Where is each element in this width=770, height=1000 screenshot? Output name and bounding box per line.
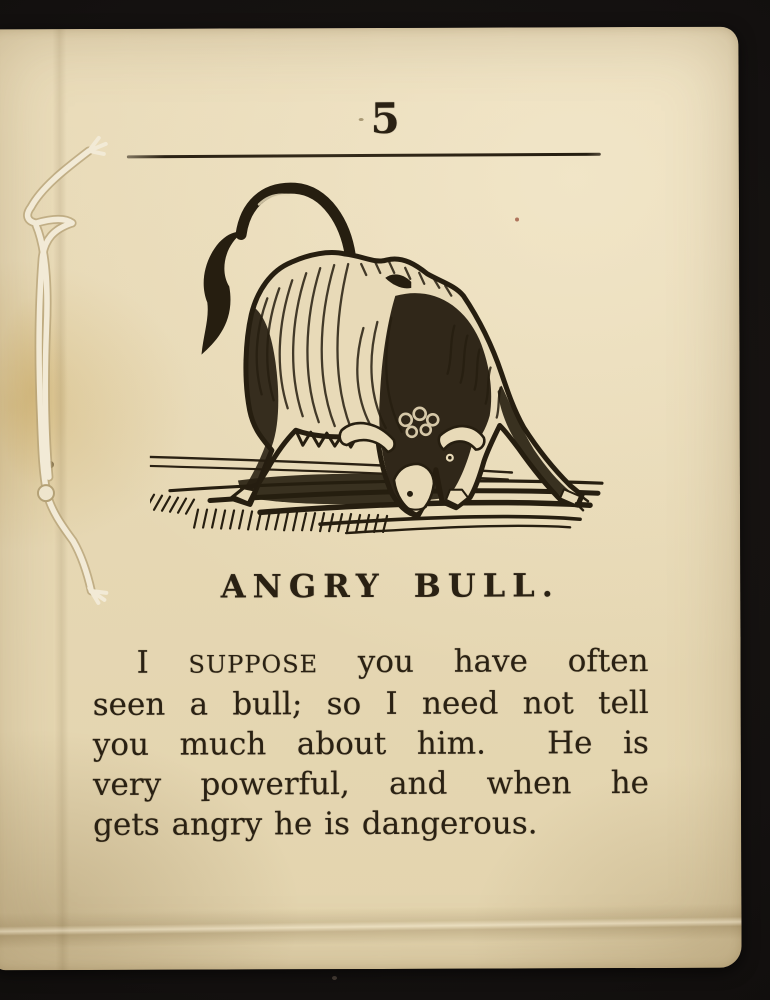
text-line1-rest: you have often (357, 643, 649, 681)
text-line (93, 641, 649, 685)
paper-speck (359, 118, 364, 121)
paper-crease (0, 903, 742, 949)
text-line1-smallcaps: SUPPOSE (188, 650, 319, 679)
background-speck (332, 976, 337, 980)
angry-bull-illustration (149, 177, 616, 539)
page-number: 5 (370, 93, 401, 143)
story-paragraph (93, 641, 650, 845)
header-rule (127, 153, 601, 159)
text-line: seen a bull; so I need not tell (92, 685, 649, 723)
text-line1-lead: I (136, 644, 149, 681)
binding-thread (9, 127, 113, 613)
book-page (0, 27, 742, 971)
text-line: you much about him. He is (92, 725, 649, 763)
illustration-title: ANGRY BULL. (220, 566, 560, 606)
text-line: very powerful, and when he (92, 765, 650, 803)
text-line: gets angry he is dangerous. (93, 805, 538, 843)
